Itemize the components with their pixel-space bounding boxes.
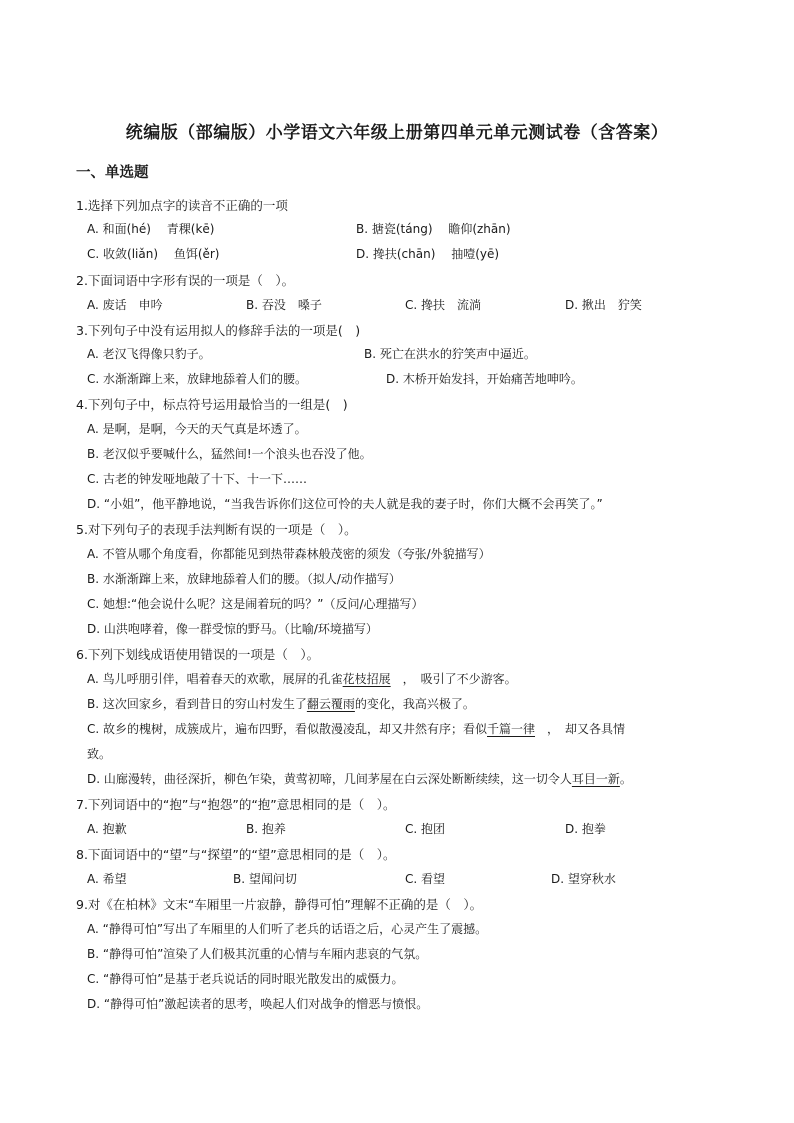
question-6-option-c-continued: 致。	[87, 747, 112, 761]
question-9-option-c: C. “静得可怕”是基于老兵说话的同时眼光散发出的威慑力。	[87, 972, 404, 986]
question-6-stem: 6.下列下划线成语使用错误的一项是（ ）。	[76, 647, 320, 662]
question-7-stem: 7.下列词语中的“抱”与“抱怨”的“抱”意思相同的是（ ）。	[76, 797, 396, 812]
option-d-text-after: 。	[619, 772, 632, 786]
question-7-option-b: B. 抱养	[246, 822, 286, 836]
question-4-option-c: C. 古老的钟发哑地敲了十下、十一下……	[87, 472, 308, 486]
question-3-stem: 3.下列句子中没有运用拟人的修辞手法的一项是( )	[76, 323, 361, 338]
question-1-stem: 1.选择下列加点字的读音不正确的一项	[76, 198, 288, 213]
question-6-option-c	[87, 720, 625, 737]
question-2-option-b: B. 吞没 嗓子	[246, 298, 322, 312]
question-9-option-d: D. “静得可怕”激起读者的思考，唤起人们对战争的憎恶与愤恨。	[87, 997, 429, 1011]
option-a-text-before: A. 鸟儿呼朋引伴，唱着春天的欢歌，展屏的孔雀	[87, 672, 343, 686]
question-1-option-c: C. 收敛(liǎn) 鱼饵(ěr)	[87, 247, 220, 261]
question-7-option-d: D. 抱拳	[565, 822, 606, 836]
question-9-option-a: A. “静得可怕”写出了车厢里的人们听了老兵的话语之后，心灵产生了震撼。	[87, 922, 488, 936]
question-5-option-b: B. 水渐渐蹿上来，放肆地舔着人们的腰。（拟人/动作描写）	[87, 572, 401, 586]
section-heading: 一、单选题	[76, 165, 149, 181]
question-1-option-d: D. 搀扶(chān) 抽噎(yē)	[356, 247, 500, 261]
question-7-option-a: A. 抱歉	[87, 822, 127, 836]
underlined-idiom: 耳目一新	[571, 772, 620, 786]
question-8-option-b: B. 望闻问切	[233, 872, 297, 886]
option-b-text-before: B. 这次回家乡，看到昔日的穷山村发生了	[87, 697, 307, 711]
question-4-option-b: B. 老汉似乎要喊什么，猛然间!一个浪头也吞没了他。	[87, 447, 372, 461]
question-2-option-c: C. 搀扶 流淌	[405, 298, 482, 312]
question-9-stem: 9.对《在柏林》文末“车厢里一片寂静，静得可怕”理解不正确的是（ ）。	[76, 897, 483, 912]
question-4-stem: 4.下列句子中，标点符号运用最恰当的一组是( )	[76, 397, 348, 412]
question-5-option-c: C. 她想:“他会说什么呢？这是闹着玩的吗？”（反问/心理描写）	[87, 597, 424, 611]
question-6-option-a	[87, 670, 517, 687]
question-1-option-a: A. 和面(hé) 青稞(kē)	[87, 222, 215, 236]
question-9-option-b: B. “静得可怕”渲染了人们极其沉重的心情与车厢内悲哀的气氛。	[87, 947, 428, 961]
underlined-idiom: 翻云覆雨	[306, 697, 355, 711]
question-5-stem: 5.对下列句子的表现手法判断有误的一项是（ ）。	[76, 522, 357, 537]
question-2-option-a: A. 废话 申吟	[87, 298, 163, 312]
question-5-option-d: D. 山洪咆哮着，像一群受惊的野马。（比喻/环境描写）	[87, 622, 378, 636]
question-6-option-d	[87, 770, 632, 787]
question-2-stem: 2.下面词语中字形有误的一项是（ ）。	[76, 273, 295, 288]
question-7-option-c: C. 抱团	[405, 822, 446, 836]
question-8-option-a: A. 希望	[87, 872, 127, 886]
underlined-idiom: 花枝招展	[342, 672, 391, 686]
question-8-option-c: C. 看望	[405, 872, 446, 886]
question-3-option-d: D. 木桥开始发抖，开始痛苦地呻吟。	[386, 372, 583, 386]
question-3-option-b: B. 死亡在洪水的狞笑声中逼近。	[364, 347, 536, 361]
option-d-text-before: D. 山廊漫转，曲径深折，柳色乍染，黄莺初啼，几间茅屋在白云深处断断续续，这一切令人	[87, 772, 572, 786]
question-1-option-b: B. 搪瓷(táng) 瞻仰(zhān)	[356, 222, 511, 236]
question-8-option-d: D. 望穿秋水	[551, 872, 616, 886]
underlined-idiom: 千篇一律	[487, 722, 536, 736]
question-3-option-c: C. 水渐渐蹿上来，放肆地舔着人们的腰。	[87, 372, 308, 386]
question-3-option-a: A. 老汉飞得像只豹子。	[87, 347, 211, 361]
option-a-text-after: ， 吸引了不少游客。	[390, 672, 517, 686]
question-5-option-a: A. 不管从哪个角度看，你都能见到热带森林般茂密的须发（夸张/外貌描写）	[87, 547, 491, 561]
question-4-option-d: D. “小姐”，他平静地说，“当我告诉你们这位可怜的夫人就是我的妻子时，你们大概不会再笑了。”	[87, 497, 603, 511]
option-b-text-after: 的变化，我高兴极了。	[354, 697, 475, 711]
question-8-stem: 8.下面词语中的“望”与“探望”的“望”意思相同的是（ ）。	[76, 847, 396, 862]
option-c-text-after: ， 却又各具情	[535, 722, 626, 736]
option-c-text-before: C. 故乡的槐树，成簇成片，遍布四野，看似散漫凌乱，却又井然有序；看似	[87, 722, 488, 736]
question-6-option-b	[87, 695, 475, 712]
question-2-option-d: D. 揪出 狞笑	[565, 298, 642, 312]
document-title: 统编版（部编版）小学语文六年级上册第四单元单元测试卷（含答案）	[125, 123, 669, 143]
question-4-option-a: A. 是啊，是啊，今天的天气真是坏透了。	[87, 422, 307, 436]
